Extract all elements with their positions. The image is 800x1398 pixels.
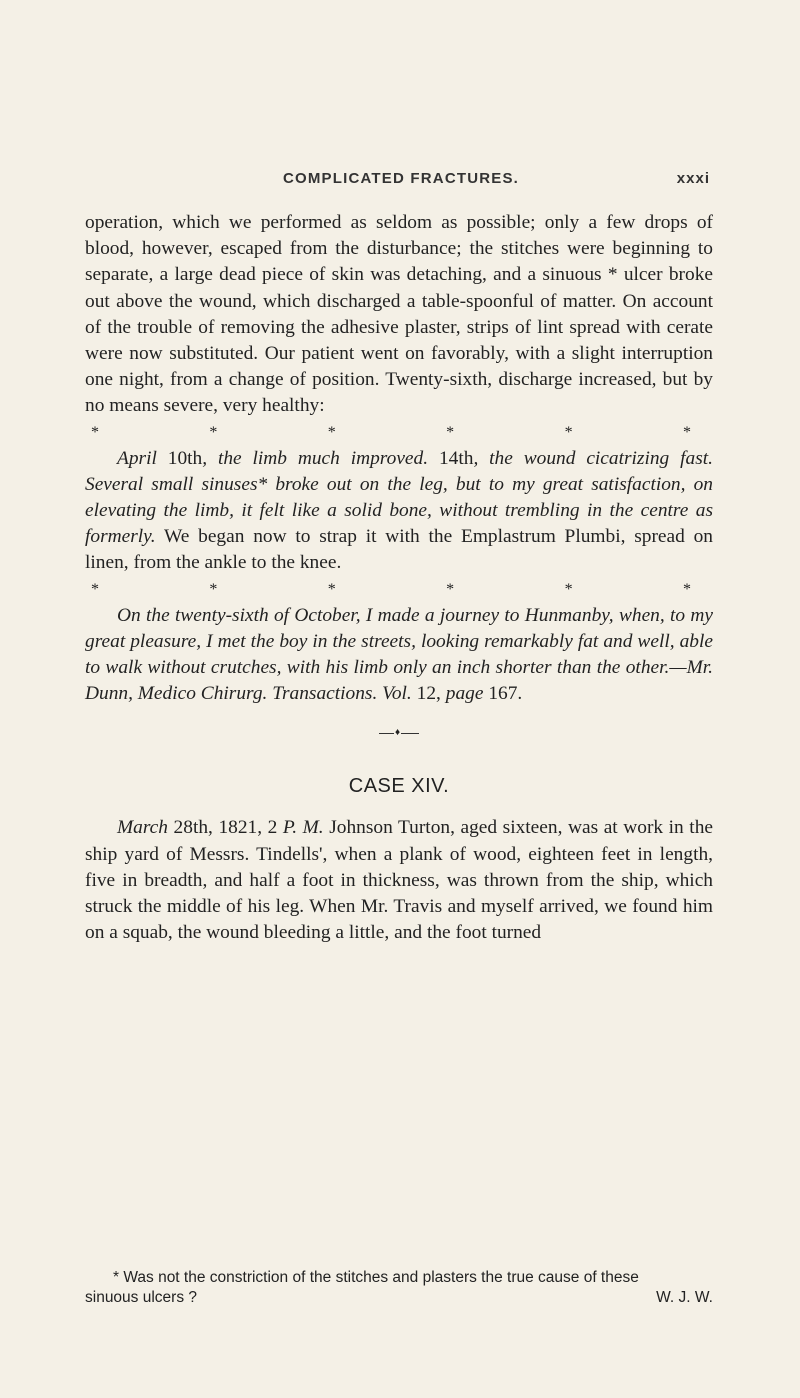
date-28th: 28th — [173, 817, 209, 839]
footnote-text: sinuous ulcers ? — [85, 1289, 198, 1306]
asterisk: * — [446, 423, 455, 441]
asterisk: * — [209, 580, 218, 598]
footnote — [85, 1268, 713, 1308]
paragraph-october — [85, 603, 713, 708]
italic-text: April — [117, 447, 157, 469]
page-number: xxxi — [676, 170, 710, 187]
page-header — [92, 170, 710, 192]
asterisk: * — [91, 580, 99, 598]
date-14th: 14th — [438, 447, 474, 469]
time-pm: P. M. — [282, 817, 324, 839]
asterisk: * — [682, 580, 691, 598]
year-time: , 1821, 2 — [208, 817, 278, 839]
italic-text: , the limb much improved. — [202, 447, 429, 469]
page-word: page — [445, 683, 484, 705]
section-divider — [379, 727, 419, 739]
roman-text: We began now to strap it with the Emplastrum Plumbi, spread on linen, from the ankle to the knee. — [85, 526, 713, 574]
case-text: Johnson Turton, aged sixteen, was at work in the ship yard of Messrs. Tindells', when a plank of wood, eighteen feet in length, five in breadth, and half a foot in thickness, was thrown from the ship, which struck the middle of his leg. When Mr. Travis and myself arrived, we found him on a squab, the wound bleeding a little, and the foot turned — [85, 817, 713, 944]
volume-number: 12, — [416, 683, 441, 705]
date-10th: 10th — [167, 447, 203, 469]
footnote-line-1: * Was not the constriction of the stitches and plasters the true cause of these — [113, 1269, 639, 1286]
asterisk: * — [91, 423, 99, 441]
asterisk: * — [209, 423, 218, 441]
paragraph-operation: operation, which we performed as seldom as possible; only a few drops of blood, however, escaped from the disturbance; the stitches were beginning to separate, a large dead piece of skin was detaching, and a sinuous * ulcer broke out above the wound, which discharged a table-spoonful of matter. On account of the trouble of removing the adhesive plaster, strips of lint spread with cerate were now substituted. Our patient went on favorably, with a slight interruption one night, from a change of position. Twenty-sixth, discharge increased, but by no means severe, very healthy: — [85, 212, 713, 417]
footnote-initials: W. J. W. — [656, 1289, 713, 1306]
running-title: COMPLICATED FRACTURES. — [282, 170, 520, 187]
asterisk: * — [682, 423, 691, 441]
paragraph-march — [85, 815, 713, 946]
asterisk: * — [564, 580, 573, 598]
body-text — [85, 210, 713, 946]
asterism-1 — [85, 420, 713, 446]
asterisk: * — [327, 580, 336, 598]
page-reference: 167. — [488, 683, 523, 705]
paragraph-april — [85, 446, 713, 577]
asterisk: * — [564, 423, 573, 441]
italic-text: March — [117, 817, 168, 839]
diamond-ornament-icon: ♦ — [395, 727, 401, 739]
case-heading: CASE XIV. — [348, 775, 450, 798]
footnote-line-2 — [85, 1288, 713, 1308]
asterism-2 — [85, 577, 713, 603]
italic-text: On the twenty-sixth of October, I made a journey to Hunmanby, when, to my great pleasure, I met the boy in the streets, looking remarkably fat and well, able to walk without crutches, with his limb only an inch shorter than the other.—Mr. Dunn, Medico Chirurg. Transactions. Vol. — [85, 604, 713, 705]
asterisk: * — [446, 580, 455, 598]
asterisk: * — [327, 423, 336, 441]
italic-text: , the wound cicatrizing fast. Several small sinuses* broke out on the leg, but to my great satisfaction, on elevating the limb, it felt like a solid bone, without trembling in the centre as formerly. — [85, 447, 713, 548]
